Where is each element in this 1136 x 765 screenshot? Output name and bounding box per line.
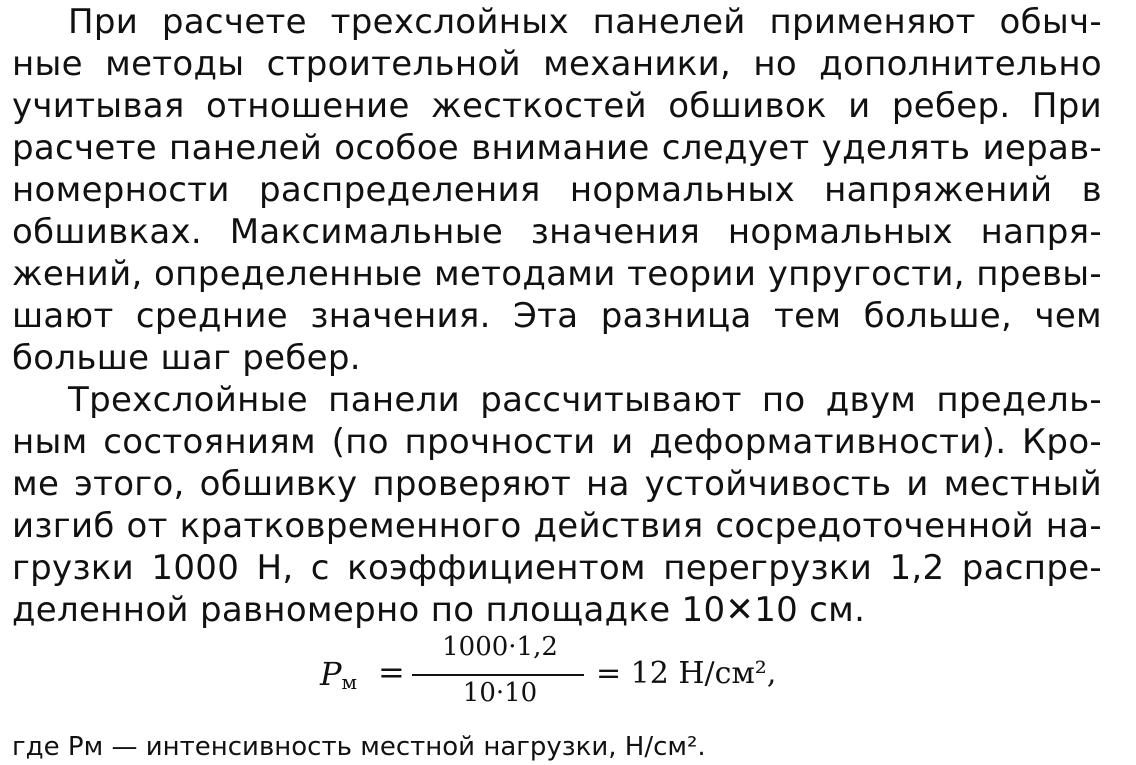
paragraph-2-line-2: ным состояниям (по прочности и деформативности). Кро- (12, 422, 1102, 462)
formula-numerator: 1000·1,2 (442, 632, 558, 662)
paragraph-2-line-6: деленной равномерно по площадке 10✕10 см. (12, 590, 866, 630)
formula (0, 632, 1136, 712)
formula-subscript: м (341, 670, 358, 694)
paragraph-2-line-5: грузки 1000 Н, с коэффициентом перегрузки 1,2 распре- (12, 548, 1102, 588)
formula-denominator: 10·10 (462, 678, 538, 708)
formula-note: где Pм — интенсивность местной нагрузки, Н/см². (12, 732, 706, 762)
formula-lhs (320, 656, 357, 700)
paragraph-1-line-7: жений, определенные методами теории упругости, превы- (12, 254, 1102, 294)
paragraph-2-line-3: ме этого, обшивку проверяют на устойчивость и местный (12, 464, 1102, 504)
paragraph-1-line-5: номерности распределения нормальных напряжений в (12, 170, 1102, 210)
paragraph-1-line-3: учитывая отношение жесткостей обшивок и ребер. При (12, 86, 1102, 126)
paragraph-1-line-8: шают средние значения. Эта разница тем больше, чем (12, 296, 1102, 336)
paragraph-1-line-2: ные методы строительной механики, но дополнительно (12, 44, 1102, 84)
formula-symbol: P (320, 655, 342, 693)
paragraph-1-line-4: расчете панелей особое внимание следует уделять иерав- (12, 128, 1102, 168)
paragraph-2-line-4: изгиб от кратковременного действия сосредоточенной на- (12, 506, 1102, 546)
formula-equals-sign: = (378, 653, 405, 691)
paragraph-1-line-9: больше шаг ребер. (12, 338, 361, 378)
fraction-bar (412, 674, 584, 676)
paragraph-1-line-1: При расчете трехслойных панелей применяют обыч- (68, 2, 1102, 42)
paragraph-2-line-1: Трехслойные панели рассчитывают по двум предель- (68, 380, 1102, 420)
paragraph-1-line-6: обшивках. Максимальные значения нормальных напря- (12, 212, 1102, 252)
formula-result: = 12 Н/см², (596, 656, 777, 691)
